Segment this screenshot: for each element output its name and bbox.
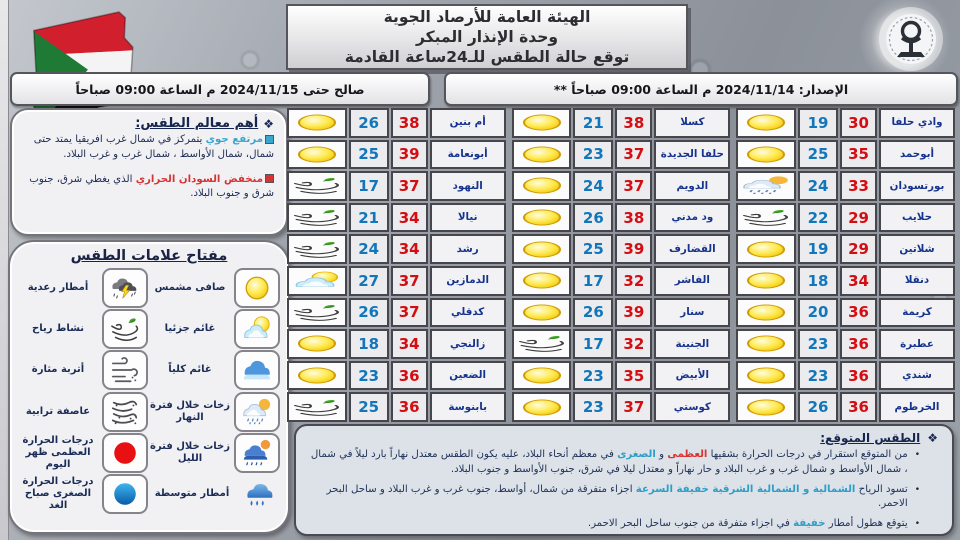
forecast-row (287, 171, 506, 201)
legend-item-label: درجات الحرارة العظمى ظهر اليوم (22, 434, 94, 470)
outlook-bullet (310, 448, 920, 478)
org-title: الهيئة العامة للأرصاد الجوية (383, 7, 591, 26)
max-temp-value: 34 (840, 266, 877, 296)
forecast-group (287, 108, 506, 422)
max-temp-value: 34 (391, 203, 428, 233)
max-temp-value: 38 (391, 108, 428, 138)
max-temp-value: 39 (615, 234, 652, 264)
dust-storm-icon (102, 392, 148, 432)
sunny-icon (512, 266, 572, 296)
wind-icon (287, 234, 347, 264)
day-showers-icon (736, 171, 796, 201)
max-temp-value: 39 (391, 140, 428, 170)
sunny-icon (512, 392, 572, 422)
min-temp-value: 18 (349, 329, 389, 359)
legend-item (18, 474, 148, 515)
cloudy-icon (234, 350, 280, 390)
forecast-row (512, 361, 731, 391)
legend-item-label: درجات الحرارة الصغرى صباح الغد (22, 476, 94, 512)
legend-title: مفتاح علامات الطقس (70, 248, 228, 264)
legend-item (18, 308, 148, 349)
max-temp-value: 36 (840, 329, 877, 359)
outlook-bullet-text: يتوقع هطول أمطار خفيفة في اجزاء متفرقة من جنوب ساحل البحر الاحمر. (587, 518, 908, 530)
city-name: ود مدني (654, 203, 730, 233)
forecast-row (287, 266, 506, 296)
header-title-box (286, 4, 688, 70)
sunny-icon (512, 108, 572, 138)
forecast-row (736, 234, 955, 264)
min-temp-value: 26 (349, 108, 389, 138)
forecast-row (736, 392, 955, 422)
min-temp-value: 23 (573, 140, 613, 170)
city-name: زالنجي (430, 329, 506, 359)
min-temp-value: 25 (349, 140, 389, 170)
forecast-title: توقع حالة الطقس للـ24ساعة القادمة (344, 48, 630, 67)
max-temp-value: 36 (840, 298, 877, 328)
wind-icon (287, 171, 347, 201)
bullet-dot-icon: • (914, 519, 920, 530)
max-temp-value: 37 (391, 266, 428, 296)
forecast-row (512, 140, 731, 170)
legend-item-label: غائم جزئيا (164, 322, 216, 334)
features-title: أهم معالم الطقس: (135, 116, 259, 131)
day-showers-icon (234, 392, 280, 432)
city-name: دنقلا (879, 266, 955, 296)
max-temp-value: 37 (615, 392, 652, 422)
night-showers-icon (234, 433, 280, 473)
city-name: الأبيض (654, 361, 730, 391)
legend-item (18, 350, 148, 391)
legend-item (150, 267, 280, 308)
wind-icon (287, 203, 347, 233)
min-temp-value: 18 (798, 266, 838, 296)
city-name: الدويم (654, 171, 730, 201)
wind-icon (287, 298, 347, 328)
legend-item (150, 350, 280, 391)
max-temp-value: 29 (840, 203, 877, 233)
city-name: كدقلي (430, 298, 506, 328)
city-name: وادي حلفا (879, 108, 955, 138)
legend-item (150, 432, 280, 473)
legend-item (150, 308, 280, 349)
city-name: عطبرة (879, 329, 955, 359)
min-temp-value: 21 (349, 203, 389, 233)
sunny-icon (736, 329, 796, 359)
max-temp-value: 36 (840, 361, 877, 391)
forecast-row (736, 140, 955, 170)
max-temp-value: 34 (391, 329, 428, 359)
forecast-row (736, 266, 955, 296)
forecast-row (512, 298, 731, 328)
forecast-row (736, 298, 955, 328)
feature-lead: مرتفع جوي (205, 134, 263, 145)
legend-item (18, 432, 148, 473)
legend-item-label: زخات خلال فترة الليل (150, 440, 230, 464)
min-temp-value: 26 (573, 203, 613, 233)
outlook-bullet (310, 483, 920, 513)
min-temp-value: 23 (798, 329, 838, 359)
min-temp-value: 20 (798, 298, 838, 328)
forecast-row (287, 140, 506, 170)
sunny-icon (736, 140, 796, 170)
city-name: سنار (654, 298, 730, 328)
bullet-dot-icon: • (914, 484, 920, 495)
city-name: كسلا (654, 108, 730, 138)
outlook-bullets (310, 448, 938, 532)
forecast-row (736, 329, 955, 359)
min-temp-value: 24 (573, 171, 613, 201)
sunny-icon (512, 298, 572, 328)
sunny-icon (736, 361, 796, 391)
sunny-icon (512, 361, 572, 391)
min-temp-value: 21 (573, 108, 613, 138)
city-name: أم بنين (430, 108, 506, 138)
diamond-icon: ❖ (263, 116, 274, 131)
city-name: الجنينة (654, 329, 730, 359)
wind-icon (736, 203, 796, 233)
max-temp-value: 38 (615, 203, 652, 233)
city-name: النهود (430, 171, 506, 201)
sunny-icon (736, 392, 796, 422)
city-name: كوستي (654, 392, 730, 422)
min-temp-value: 26 (349, 298, 389, 328)
legend-item (150, 474, 280, 515)
city-name: الفاشر (654, 266, 730, 296)
sunny-icon (736, 298, 796, 328)
forecast-group (736, 108, 955, 422)
sunny-icon (512, 140, 572, 170)
min-temp-value: 25 (349, 392, 389, 422)
city-name: بورتسودان (879, 171, 955, 201)
square-bullet-icon (265, 174, 274, 183)
min-temp-value: 17 (349, 171, 389, 201)
legend-item-label: أمطار رعدية (27, 281, 89, 293)
max-temp-value: 37 (391, 171, 428, 201)
feature-text: الذي يغطي شرق، جنوب شرق و جنوب البلاد. (29, 173, 274, 200)
max-temp-value: 37 (615, 171, 652, 201)
legend-grid (18, 267, 280, 515)
expected-weather-panel (294, 424, 954, 536)
legend-item (18, 267, 148, 308)
features-list (24, 133, 274, 202)
max-temp-value: 35 (615, 361, 652, 391)
max-temp-value: 34 (391, 234, 428, 264)
forecast-row (287, 234, 506, 264)
sunny-icon (287, 140, 347, 170)
forecast-row (287, 329, 506, 359)
max-temp-value: 32 (615, 329, 652, 359)
bullet-dot-icon: • (914, 450, 920, 460)
legend-item-label: زخات خلال فترة النهار (150, 399, 230, 423)
forecast-row (512, 329, 731, 359)
forecast-group (512, 108, 731, 422)
legend-item-label: نشاط رياح (31, 322, 85, 334)
min-temp-value: 22 (798, 203, 838, 233)
sunny-icon (512, 171, 572, 201)
legend-item-label: عاصفة ترابية (25, 405, 91, 417)
forecast-row (512, 171, 731, 201)
city-name: شلاتين (879, 234, 955, 264)
forecast-row (287, 361, 506, 391)
min-temp-value: 23 (573, 392, 613, 422)
min-temp-value: 24 (349, 234, 389, 264)
sunny-icon (512, 203, 572, 233)
city-name: حلفا الجديدة (654, 140, 730, 170)
forecast-row (512, 234, 731, 264)
forecast-row (512, 266, 731, 296)
city-name: الخرطوم (879, 392, 955, 422)
outlook-bullet-text: تسود الرياح الشمالية و الشمالية الشرقية خفيفة السرعة اجزاء متفرقة من شمال، أواسط، جنوب غرب و غرب البلاد و ساحل البحر الاحمر. (326, 483, 908, 510)
issue-date: الإصدار: 2024/11/14 م الساعة 09:00 صباحاً ** (444, 72, 958, 106)
forecast-table (287, 108, 955, 422)
feature-item (24, 173, 274, 203)
diamond-icon: ❖ (927, 431, 938, 445)
dust-icon (102, 350, 148, 390)
partly-cloudy-icon (287, 266, 347, 296)
moderate-rain-icon (238, 476, 280, 512)
sunny-icon (512, 234, 572, 264)
city-name: شندي (879, 361, 955, 391)
min-temp-value: 27 (349, 266, 389, 296)
city-name: أبوحمد (879, 140, 955, 170)
max-temp-value: 37 (615, 140, 652, 170)
min-temp-value: 26 (573, 298, 613, 328)
min-temp-value: 17 (573, 266, 613, 296)
forecast-row (512, 108, 731, 138)
min-temp-value: 19 (798, 234, 838, 264)
sunny-icon (287, 108, 347, 138)
legend-item-label: غائم كلياً (168, 364, 212, 376)
weather-features-panel (10, 108, 288, 236)
forecast-row (736, 361, 955, 391)
partly-cloudy-icon (234, 309, 280, 349)
max-temp-value: 39 (615, 298, 652, 328)
min-temp-value: 23 (798, 361, 838, 391)
max-temp-value: 36 (391, 392, 428, 422)
city-name: بابنوسة (430, 392, 506, 422)
forecast-row (736, 108, 955, 138)
meteorology-authority-logo (876, 4, 946, 78)
max-temp-icon (102, 433, 148, 473)
weather-legend-panel (8, 240, 290, 534)
min-temp-value: 17 (573, 329, 613, 359)
wind-icon (512, 329, 572, 359)
forecast-row (287, 108, 506, 138)
wind-icon (287, 392, 347, 422)
unit-title: وحدة الإنذار المبكر (415, 27, 559, 46)
forecast-row (512, 203, 731, 233)
max-temp-value: 37 (391, 298, 428, 328)
square-bullet-icon (265, 135, 274, 144)
city-name: أبونعامة (430, 140, 506, 170)
forecast-row (287, 298, 506, 328)
min-temp-value: 25 (573, 234, 613, 264)
forecast-row (287, 392, 506, 422)
thunderstorm-icon (102, 268, 148, 308)
legend-item (150, 391, 280, 432)
city-name: الضعين (430, 361, 506, 391)
city-name: حلايب (879, 203, 955, 233)
sunny-icon (736, 266, 796, 296)
sunny-icon (736, 108, 796, 138)
min-temp-value: 23 (573, 361, 613, 391)
outlook-bullet-text: من المتوقع استقرار في درجات الحرارة بشقيها العظمى و الصغرى في معظم أنحاء البلاد، عليه يكون الطقس معتدل نهاراً بارد ليلاً في شمال ، شمال الأواسط و شمال غرب و غرب البلاد و حار نهاراً و معتدل ليلا في شرق، جنوب الأواسط و جنوب البلاد. (310, 449, 908, 475)
max-temp-value: 29 (840, 234, 877, 264)
max-temp-value: 38 (615, 108, 652, 138)
min-temp-value: 25 (798, 140, 838, 170)
city-name: كريمة (879, 298, 955, 328)
wind-icon (102, 309, 148, 349)
outlook-title: الطقس المتوقع: (820, 431, 921, 445)
legend-item (18, 391, 148, 432)
max-temp-value: 33 (840, 171, 877, 201)
city-name: رشد (430, 234, 506, 264)
max-temp-value: 32 (615, 266, 652, 296)
sunny-icon (287, 329, 347, 359)
max-temp-value: 36 (391, 361, 428, 391)
valid-until: صالح حتى 2024/11/15 م الساعة 09:00 صباحاً (10, 72, 430, 106)
min-temp-value: 26 (798, 392, 838, 422)
min-temp-value: 24 (798, 171, 838, 201)
outlook-bullet (310, 517, 920, 532)
city-name: القضارف (654, 234, 730, 264)
forecast-row (287, 203, 506, 233)
min-temp-value: 23 (349, 361, 389, 391)
sunny-icon (287, 361, 347, 391)
feature-text: يتمركز في شمال غرب افريقيا يمتد حتى شمال، شمال الأواسط ، شمال غرب و غرب البلاد. (33, 134, 274, 160)
sunny-icon (736, 234, 796, 264)
feature-lead: منخفض السودان الحراري (135, 173, 263, 185)
legend-item-label: صافى مشمس (154, 281, 226, 293)
max-temp-value: 36 (840, 392, 877, 422)
forecast-row (736, 203, 955, 233)
min-temp-icon (102, 474, 148, 514)
max-temp-value: 30 (840, 108, 877, 138)
sunny-icon (234, 268, 280, 308)
legend-item-label: أتربة مثارة (31, 364, 85, 376)
forecast-row (736, 171, 955, 201)
max-temp-value: 35 (840, 140, 877, 170)
min-temp-value: 19 (798, 108, 838, 138)
feature-item (24, 133, 274, 163)
city-name: نيالا (430, 203, 506, 233)
forecast-row (512, 392, 731, 422)
city-name: الدمازين (430, 266, 506, 296)
legend-item-label: أمطار متوسطة (154, 488, 230, 500)
